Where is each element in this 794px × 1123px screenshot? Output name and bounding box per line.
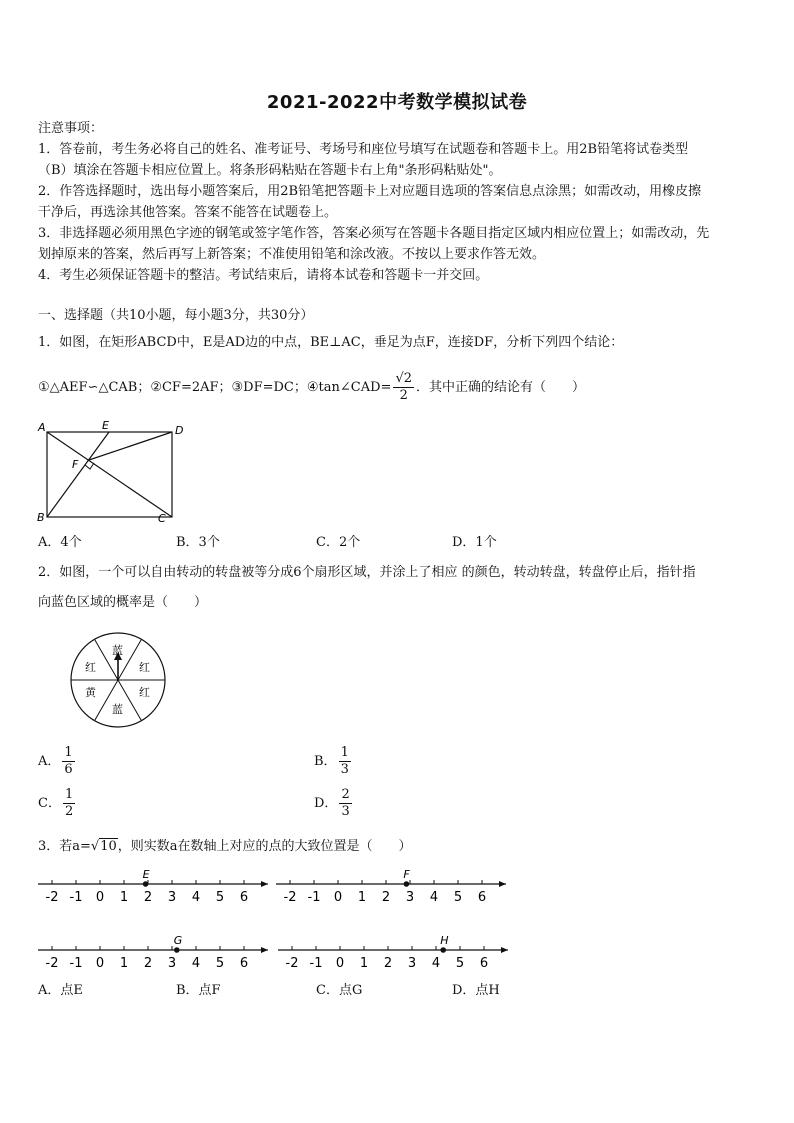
tick-label: 2 (143, 956, 153, 971)
sector-label: 红 (139, 661, 150, 674)
arrow-right-icon (501, 947, 508, 953)
option-fraction (62, 745, 74, 778)
notice-heading: 注意事项： (38, 121, 104, 136)
q1-option-c: C．2个 (316, 535, 361, 550)
tick-label: -1 (309, 956, 323, 971)
tick-label: -1 (69, 890, 83, 905)
sector-label: 红 (139, 686, 150, 699)
tick-label: 1 (119, 890, 129, 905)
notice-line: 1．答卷前，考生务必将自己的姓名、准考证号、考场号和座位号填写在试题卷和答题卡上。用2B铅笔将试卷类型 (38, 142, 689, 157)
tick-label: 5 (215, 956, 225, 971)
tick-label: 3 (167, 956, 177, 971)
point-marker (404, 881, 410, 887)
q3-option-a: A．点E (38, 983, 83, 998)
tick-label: 5 (455, 956, 465, 971)
tick-label: 4 (191, 956, 201, 971)
notice-line: 3．非选择题必须用黑色字迹的钢笔或签字笔作答，答案必须写在答题卡各题目指定区域内相应位置上；如需改动，先 (38, 226, 710, 241)
tick-label: 4 (429, 890, 439, 905)
fraction-num: 1 (340, 745, 349, 760)
option-fraction (339, 787, 351, 820)
number-line (38, 934, 268, 971)
label-b: B (37, 511, 45, 524)
number-line (276, 868, 506, 905)
sqrt-radicand: 10 (100, 839, 117, 854)
tick-label: 6 (479, 956, 489, 971)
sqrt-symbol: √ (90, 839, 100, 854)
notice-line: 干净后，再选涂其他答案。答案不能答在试题卷上。 (38, 205, 338, 220)
label-e: E (102, 419, 109, 432)
sector-label: 蓝 (112, 644, 123, 657)
label-f: F (72, 458, 79, 471)
diagonal-ac (47, 432, 172, 517)
section-heading: 一、选择题（共10小题，每小题3分，共30分） (38, 308, 314, 323)
tick-label: -2 (285, 956, 299, 971)
q1-conclusions-tail: ．其中正确的结论有（ ） (416, 380, 586, 395)
tick-label: 5 (215, 890, 225, 905)
q2-stem: 2．如图，一个可以自由转动的转盘被等分成6个扇形区域，并涂上了相应 的颜色，转动转盘，转盘停止后，指针指 (38, 565, 696, 580)
tick-label: 4 (191, 890, 201, 905)
q3-stem-text: 3．若a= (38, 839, 91, 854)
q1-fraction-num: √2 (395, 371, 412, 386)
label-a: A (38, 421, 46, 434)
q1-conclusions-text: ①△AEF∽△CAB；②CF=2AF；③DF=DC；④tan∠CAD= (38, 380, 392, 395)
tick-label: 1 (119, 956, 129, 971)
tick-label: 0 (95, 890, 105, 905)
sector-label: 红 (85, 661, 96, 674)
q1-fraction (393, 371, 414, 404)
tick-label: 3 (167, 890, 177, 905)
notice-line: （B）填涂在答题卡相应位置上。将条形码粘贴在答题卡右上角"条形码粘贴处"。 (38, 163, 502, 178)
number-line (278, 934, 508, 971)
fraction-den: 6 (64, 762, 73, 777)
q3-option-c: C．点G (316, 983, 363, 998)
point-label: F (403, 868, 410, 881)
arrow-right-icon (499, 881, 506, 887)
notice-line: 划掉原来的答案，然后再写上新答案；不准使用铅笔和涂改液。不按以上要求作答无效。 (38, 247, 546, 262)
q3-option-b: B．点F (176, 983, 221, 998)
option-fraction (63, 787, 75, 820)
point-marker (143, 881, 149, 887)
q1-option-a: A．4个 (38, 535, 82, 550)
tick-label: 2 (143, 890, 153, 905)
fraction-num: 1 (64, 745, 73, 760)
tick-label: 2 (383, 956, 393, 971)
option-fraction (339, 745, 351, 778)
tick-label: 4 (431, 956, 441, 971)
fraction-num: 2 (341, 787, 350, 802)
segment-df (89, 432, 172, 460)
sector-label: 黄 (85, 686, 96, 699)
notice-line: 4．考生必须保证答题卡的整洁。考试结束后，请将本试卷和答题卡一并交回。 (38, 268, 489, 283)
q1-rectangle-figure (34, 418, 184, 526)
q1-option-d: D．1个 (452, 535, 497, 550)
tick-label: 5 (453, 890, 463, 905)
fraction-num: 1 (64, 787, 74, 802)
tick-label: 6 (477, 890, 487, 905)
tick-label: 1 (357, 890, 367, 905)
arrow-right-icon (261, 881, 268, 887)
q2-option-b (314, 745, 353, 778)
q1-stem: 1．如图，在矩形ABCD中，E是AD边的中点，BE⊥AC，垂足为点F，连接DF，分析下列四个结论： (38, 335, 624, 350)
q1-option-b: B．3个 (176, 535, 220, 550)
option-letter: B． (314, 754, 337, 769)
tick-label: 6 (239, 890, 249, 905)
q3-option-d: D．点H (452, 983, 500, 998)
notice-line: 2．作答选择题时，选出每小题答案后，用2B铅笔把答题卡上对应题目选项的答案信息点涂黑；如需改动，用橡皮擦 (38, 184, 702, 199)
q1-fraction-den: 2 (399, 388, 408, 403)
fraction-den: 2 (64, 804, 74, 819)
tick-label: 1 (359, 956, 369, 971)
tick-label: 2 (381, 890, 391, 905)
tick-label: -2 (283, 890, 297, 905)
point-marker (174, 947, 180, 953)
tick-label: -1 (69, 956, 83, 971)
tick-label: 0 (333, 890, 343, 905)
label-d: D (175, 424, 184, 437)
option-letter: A． (38, 754, 61, 769)
q2-option-c (38, 787, 77, 820)
tick-label: 3 (405, 890, 415, 905)
label-c: C (158, 512, 166, 525)
q1-conclusions (38, 370, 758, 406)
option-letter: D． (314, 796, 338, 811)
sector-label: 蓝 (112, 703, 123, 716)
option-letter: C． (38, 796, 61, 811)
tick-label: -2 (45, 956, 59, 971)
q3-stem (38, 836, 758, 857)
tick-label: 3 (407, 956, 417, 971)
page-title: 2021-2022中考数学模拟试卷 (266, 92, 528, 113)
arrow-right-icon (261, 947, 268, 953)
tick-label: 0 (335, 956, 345, 971)
tick-label: 6 (239, 956, 249, 971)
q2-stem-cont: 向蓝色区域的概率是（ ） (38, 595, 208, 610)
tick-label: 0 (95, 956, 105, 971)
fraction-den: 3 (340, 762, 349, 777)
q3-number-lines (30, 862, 510, 974)
number-line (38, 868, 268, 905)
point-label: G (173, 934, 183, 947)
q2-spinner-figure (60, 630, 180, 730)
q2-option-a (38, 745, 77, 778)
q2-option-d (314, 787, 354, 820)
q3-stem-tail: ，则实数a在数轴上对应的点的大致位置是（ ） (117, 839, 412, 854)
tick-label: -1 (307, 890, 321, 905)
point-label: E (142, 868, 150, 881)
segment-be (47, 432, 109, 517)
point-label: H (440, 934, 449, 947)
fraction-den: 3 (341, 804, 350, 819)
tick-label: -2 (45, 890, 59, 905)
point-marker (440, 947, 446, 953)
